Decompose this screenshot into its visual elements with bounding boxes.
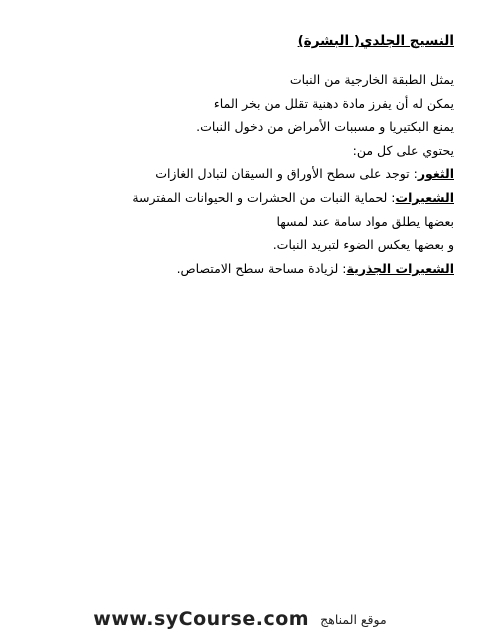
definition-text: : لزيادة مساحة سطح الامتصاص.	[176, 260, 347, 276]
definition-line	[54, 186, 454, 210]
text-line: بعضها يطلق مواد سامة عند لمسها	[276, 213, 454, 229]
definition-text: : لحماية النبات من الحشرات و الحيوانات المفترسة	[132, 189, 396, 205]
document-body	[54, 68, 454, 280]
text-line: يحتوي على كل من:	[352, 142, 454, 158]
text-line: يمكن له أن يفرز مادة دهنية تقلل من بخر الماء	[213, 95, 454, 111]
text-line: يمثل الطبقة الخارجية من النبات	[289, 72, 454, 87]
definition-line	[54, 162, 454, 186]
text-line: يمنع البكتيريا و مسببات الأمراض من دخول النبات.	[196, 119, 454, 135]
definition-line	[54, 257, 454, 281]
footer-site-link[interactable]: www.syCourse.com	[93, 608, 310, 630]
footer-site-label: موقع المناهج	[320, 611, 387, 627]
text-line: و بعضها يعكس الضوء لتبريد النبات.	[272, 237, 454, 253]
footer	[0, 608, 480, 630]
document-title: النسيج الجلدي( البشرة)	[297, 33, 454, 49]
term-root-hairs: الشعيرات الجذرية	[346, 260, 454, 276]
term-hairs: الشعيرات	[395, 189, 454, 205]
term-stomata: الثغور	[417, 166, 454, 182]
definition-text: : توجد على سطح الأوراق و السيقان لتبادل الغازات	[155, 166, 418, 182]
